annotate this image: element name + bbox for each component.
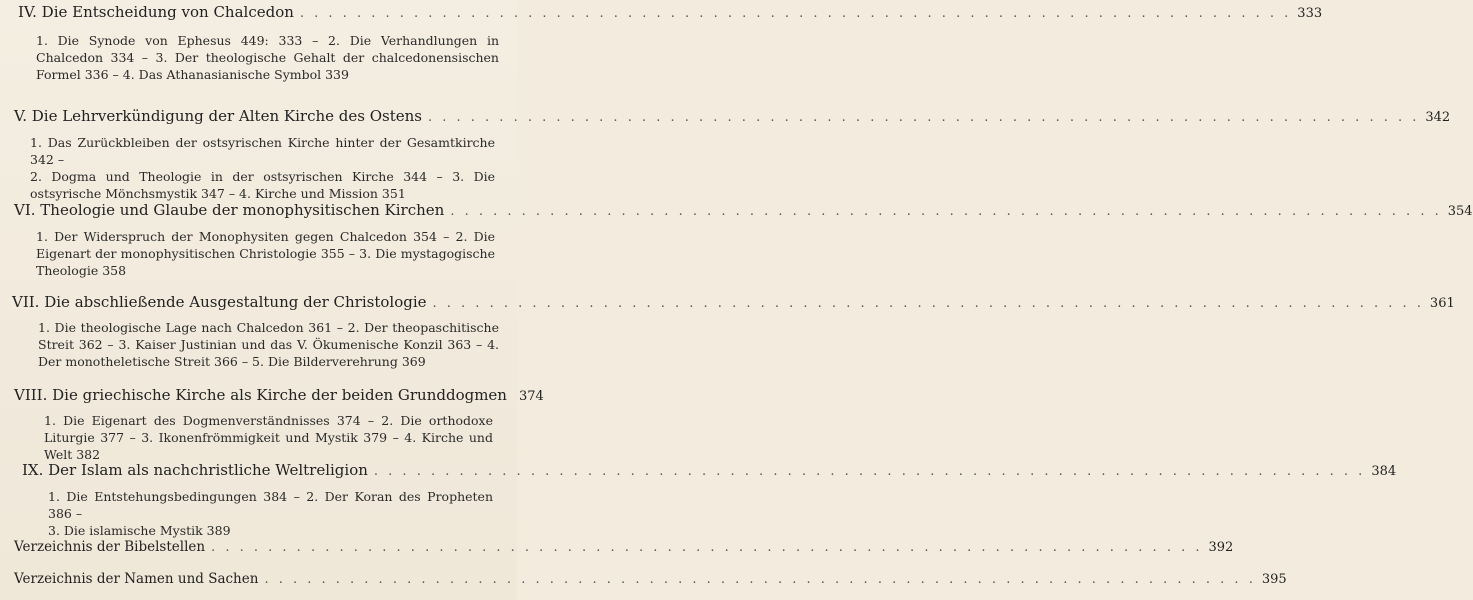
index-heading[interactable] (0, 537, 1234, 558)
chapter-entry (0, 200, 1473, 279)
section-line: 4. Das Athanasianische Symbol 339 (122, 67, 349, 82)
chapter-title: VIII. Die griechische Kirche als Kirche der beiden Grunddogmen (14, 386, 507, 404)
chapter-heading[interactable] (0, 2, 1323, 24)
leader-dots (211, 538, 1202, 558)
chapter-sections (36, 228, 495, 279)
section-line: 1. Die Eigenart des Dogmenverständnisses 374 – 2. Die orthodoxe Liturgie 377 – 3. Ikonenfrömmigkeit und Mystik 379 – 4. Kirche und Welt 382 (44, 413, 493, 462)
index-heading[interactable] (0, 569, 1287, 590)
chapter-sections (36, 32, 499, 83)
index-page: 395 (1261, 572, 1287, 587)
leader-dots (450, 202, 1441, 222)
chapter-title: VII. Die abschließende Ausgestaltung der Christologie (12, 293, 427, 311)
chapter-page: 354 (1447, 204, 1473, 219)
chapter-page: 342 (1425, 110, 1451, 125)
chapter-title: IV. Die Entscheidung von Chalcedon (18, 3, 294, 21)
section-line: 1. Die Entstehungsbedingungen 384 – 2. Der Koran des Propheten 386 – (48, 489, 493, 521)
chapter-entry (0, 2, 1323, 83)
leader-dots (264, 570, 1255, 590)
index-page: 392 (1208, 540, 1234, 555)
chapter-sections (48, 488, 493, 539)
section-line: 1. Die theologische Lage nach Chalcedon 361 – 2. Der theopaschitische Streit 362 – 3. Kaiser Justinian und das V. Ökumenische Konzil 363 – 4. Der monotheletische Streit 366 – 5. Die Bilderverehrung 369 (38, 320, 499, 369)
chapter-page: 361 (1429, 296, 1455, 311)
chapter-entry (0, 460, 1397, 539)
section-line: 1. Der Widerspruch der Monophysiten gegen Chalcedon 354 – 2. Die Eigenart der monophysitischen Christologie 355 – 3. Die mystagogische Theologie 358 (36, 229, 495, 278)
chapter-heading[interactable] (0, 106, 1451, 128)
section-line: 1. Die Synode von Ephesus 449: 333 – 2. Die Verhandlungen in Chalcedon 334 – 3. Der theologische Gehalt der chalcedonensischen Formel 336 – (36, 33, 499, 82)
leader-dots (374, 462, 1365, 482)
chapter-page: 374 (518, 389, 544, 404)
chapter-heading[interactable] (0, 200, 1473, 222)
chapter-heading[interactable] (0, 460, 1397, 482)
chapter-title: IX. Der Islam als nachchristliche Weltreligion (22, 461, 368, 479)
chapter-title: VI. Theologie und Glaube der monophysitischen Kirchen (14, 201, 445, 219)
section-line: 3. Die islamische Mystik 389 (48, 523, 231, 538)
chapter-heading[interactable] (0, 385, 544, 407)
leader-dots (428, 108, 1419, 128)
section-line: 1. Das Zurückbleiben der ostsyrischen Kirche hinter der Gesamtkirche 342 – (30, 135, 495, 167)
index-entry (0, 537, 1234, 558)
chapter-entry (0, 292, 1455, 370)
index-title: Verzeichnis der Bibelstellen (14, 539, 206, 555)
chapter-sections (38, 319, 499, 370)
section-line: 2. Dogma und Theologie in der ostsyrischen Kirche 344 – 3. Die ostsyrische Mönchsmystik 347 – 4. Kirche und Mission 351 (30, 169, 495, 201)
chapter-sections (44, 412, 493, 463)
chapter-entry (0, 106, 1451, 202)
chapter-heading[interactable] (0, 292, 1455, 314)
leader-dots (300, 4, 1291, 24)
chapter-sections (30, 134, 495, 202)
index-entry (0, 569, 1287, 590)
index-title: Verzeichnis der Namen und Sachen (14, 571, 259, 587)
chapter-title: V. Die Lehrverkündigung der Alten Kirche des Ostens (14, 107, 422, 125)
leader-dots (433, 294, 1424, 314)
chapter-entry (0, 385, 544, 463)
chapter-page: 384 (1371, 464, 1397, 479)
chapter-page: 333 (1297, 6, 1323, 21)
